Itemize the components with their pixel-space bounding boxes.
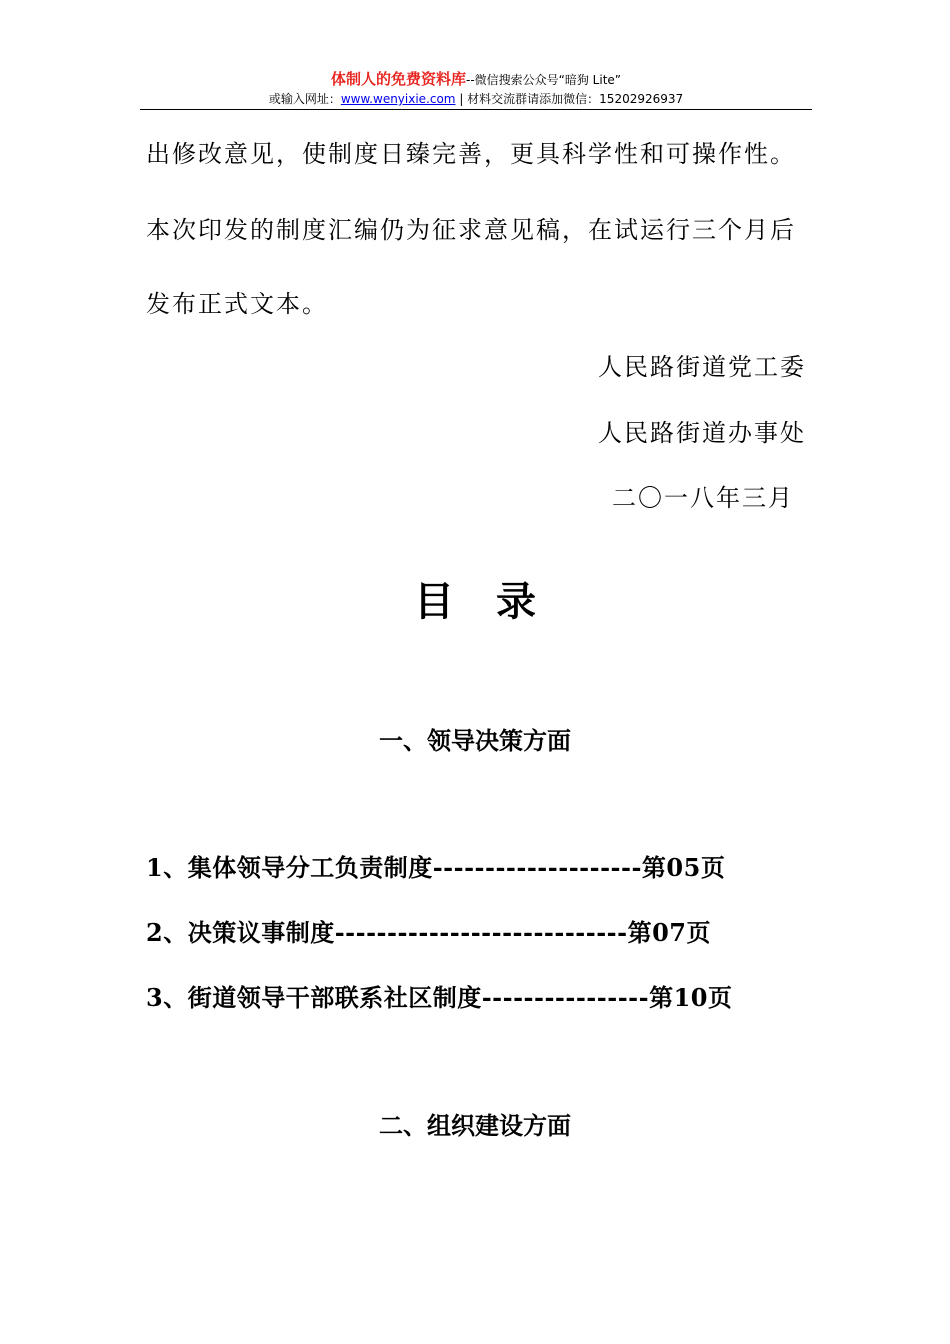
header-line-1	[140, 70, 812, 89]
header-subtitle: --微信搜索公众号“暗狗 Lite”	[465, 73, 622, 87]
toc-title-char-2: 录	[496, 579, 536, 625]
signature-org-office: 人民路街道办事处	[598, 419, 806, 447]
body-line-2: 本次印发的制度汇编仍为征求意见稿，在试运行三个月后	[146, 216, 796, 244]
toc-section-2: 二、组织建设方面	[379, 1111, 571, 1140]
toc-title-char-1: 目	[414, 579, 454, 625]
signature-date: 二〇一八年三月	[612, 484, 794, 512]
body-line-3: 发布正式文本。	[146, 290, 328, 318]
header-contact: | 材料交流群请添加微信：15202926937	[455, 92, 684, 106]
header-url-link[interactable]: www.wenyixie.com	[340, 92, 456, 106]
signature-org-party: 人民路街道党工委	[598, 353, 806, 381]
page-header	[140, 70, 812, 108]
header-line-2	[140, 90, 812, 108]
toc-item: 1、集体领导分工负责制度--------------------第05页	[146, 853, 726, 882]
header-title: 体制人的免费资料库	[330, 70, 466, 88]
toc-title	[0, 570, 950, 627]
header-url-label: 或输入网址：	[268, 92, 341, 106]
toc-section-1: 一、领导决策方面	[379, 726, 571, 755]
body-line-1: 出修改意见，使制度日臻完善，更具科学性和可操作性。	[146, 140, 796, 168]
toc-item: 2、决策议事制度----------------------------第07页	[146, 918, 712, 947]
toc-item: 3、街道领导干部联系社区制度----------------第10页	[146, 983, 733, 1012]
header-divider	[140, 109, 812, 110]
